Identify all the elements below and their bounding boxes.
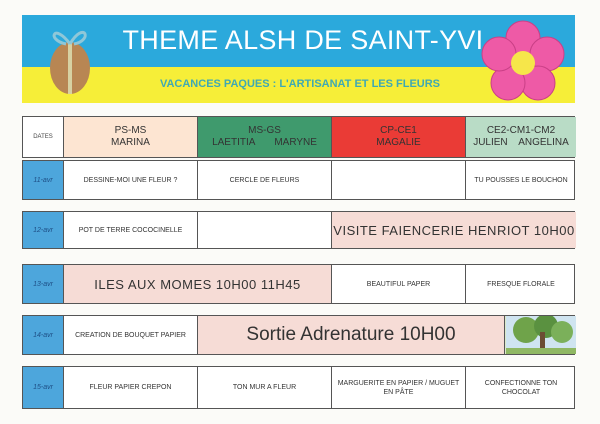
activity-cell: TU POUSSES LE BOUCHON <box>465 161 576 199</box>
group-level: CP-CE1 <box>380 125 417 136</box>
schedule-row <box>22 211 575 249</box>
row-date: 13-avr <box>23 265 63 303</box>
activity-cell <box>197 212 331 248</box>
easter-egg-icon <box>44 18 96 98</box>
group-outing-cell: Sortie Adrenature 10H00 <box>197 316 504 354</box>
activity-cell: DESSINE-MOI UNE FLEUR ? <box>63 161 197 199</box>
group-level: PS-MS <box>114 125 147 136</box>
row-date: 12-avr <box>23 212 63 248</box>
row-date: 14-avr <box>23 316 63 354</box>
schedule-row <box>22 366 575 409</box>
group-staff: MARINA <box>111 137 150 148</box>
activity-cell <box>331 161 465 199</box>
activity-cell: CREATION DE BOUQUET PAPIER <box>63 316 197 354</box>
activity-cell: MARGUERITE EN PAPIER / MUGUET EN PÂTE <box>331 367 465 408</box>
activity-cell: POT DE TERRE COCOCINELLE <box>63 212 197 248</box>
group-staff: LAETITIA MARYNE <box>212 137 317 148</box>
group-header-cp-ce1 <box>331 117 465 157</box>
activity-cell: FRESQUE FLORALE <box>465 265 576 303</box>
activity-cell: CONFECTIONNE TON CHOCOLAT <box>465 367 576 408</box>
tree-photo <box>504 316 576 354</box>
activity-cell: TON MUR A FLEUR <box>197 367 331 408</box>
group-outing-cell: ILES AUX MOMES 10H00 11H45 <box>63 265 331 303</box>
page-title: THEME ALSH DE SAINT-YVI <box>122 25 484 55</box>
schedule-row <box>22 160 575 200</box>
activity-cell: CERCLE DE FLEURS <box>197 161 331 199</box>
pink-flower-icon <box>478 18 568 108</box>
group-level: MS-GS <box>248 125 281 136</box>
schedule-row <box>22 264 575 304</box>
row-date: 11-avr <box>23 161 63 199</box>
tree-photo-icon <box>506 316 576 354</box>
group-outing-cell: VISITE FAIENCERIE HENRIOT 10H00 <box>331 212 576 248</box>
schedule-row <box>22 315 575 355</box>
activity-cell: BEAUTIFUL PAPER <box>331 265 465 303</box>
activity-cell: FLEUR PAPIER CREPON <box>63 367 197 408</box>
row-date: 15-avr <box>23 367 63 408</box>
header-row <box>22 116 575 158</box>
group-header-ps-ms <box>63 117 197 157</box>
dates-header: DATES <box>23 117 63 157</box>
group-staff: MAGALIE <box>376 137 421 148</box>
group-header-ce2-cm1-cm2 <box>465 117 576 157</box>
page-subtitle: VACANCES PAQUES : L'ARTISANAT ET LES FLEURS <box>159 78 441 90</box>
group-staff: JULIEN ANGELINA <box>473 137 569 148</box>
group-level: CE2-CM1-CM2 <box>486 125 556 136</box>
group-header-ms-gs <box>197 117 331 157</box>
